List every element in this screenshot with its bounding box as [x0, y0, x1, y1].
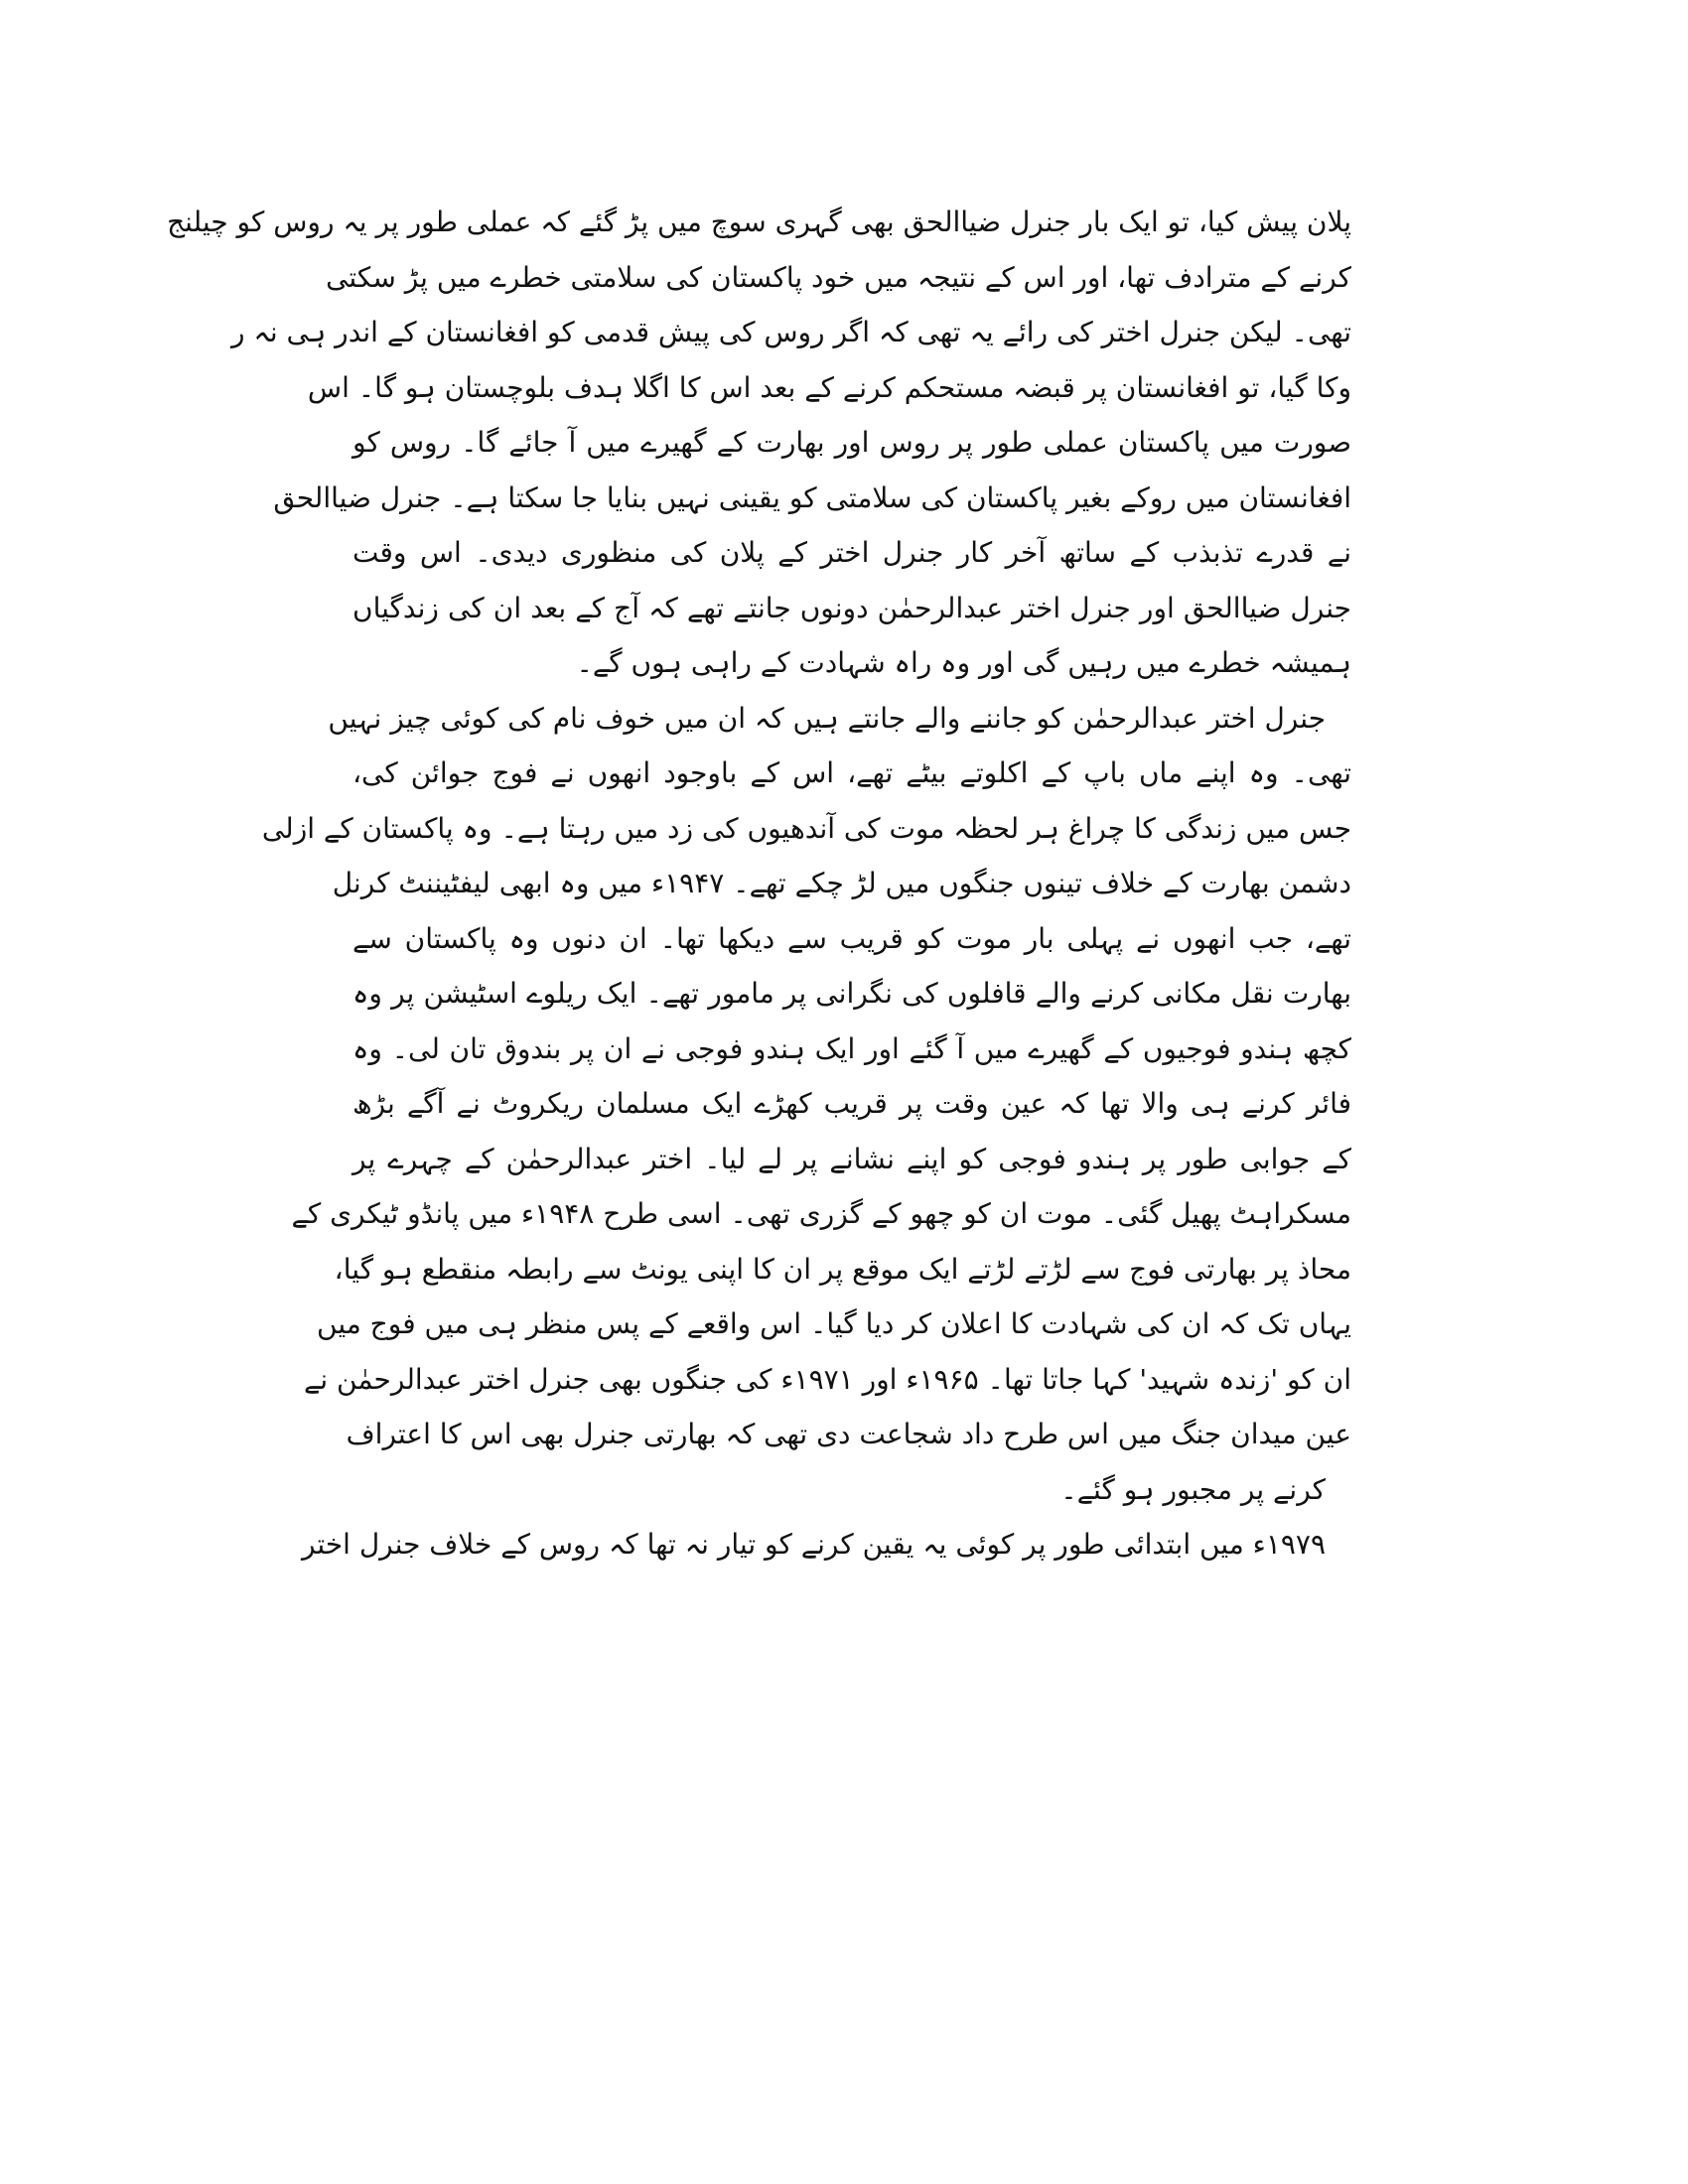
- text-line: کرنے کے مترادف تھا، اور اس کے نتیجہ میں خود پاکستان کی سلامتی خطرے میں پڑ سکتی: [326, 260, 1351, 294]
- text-line: جنرل ضیاالحق اور جنرل اختر عبدالرحمٰن دونوں جانتے تھے کہ آج کے بعد ان کی زندگیاں: [352, 591, 1351, 624]
- text-line: کچھ ہندو فوجیوں کے گھیرے میں آ گئے اور ایک ہندو فوجی نے ان پر بندوق تان لی۔ وہ: [352, 1031, 1351, 1065]
- text-line: یہاں تک کہ ان کی شہادت کا اعلان کر دیا گیا۔ اس واقعے کے پس منظر ہی میں فوج میں: [317, 1307, 1351, 1340]
- text-line: کے جوابی طور پر ہندو فوجی کو اپنے نشانے پر لے لیا۔ اختر عبدالرحمٰن کے چہرے پر: [352, 1142, 1351, 1175]
- text-line: تھے، جب انھوں نے پہلی بار موت کو قریب سے دیکھا تھا۔ ان دنوں وہ پاکستان سے: [352, 921, 1351, 955]
- text-line: ان کو 'زندہ شہید' کہا جاتا تھا۔ ۱۹۶۵ء اور ۱۹۷۱ء کی جنگوں بھی جنرل اختر عبدالرحمٰن نے: [303, 1362, 1351, 1396]
- text-line: فائر کرنے ہی والا تھا کہ عین وقت پر قریب کھڑے ایک مسلمان ریکروٹ نے آگے بڑھ: [352, 1087, 1351, 1120]
- text-line: جنرل اختر عبدالرحمٰن کو جاننے والے جانتے ہیں کہ ان میں خوف نام کی کوئی چیز نہیں: [328, 701, 1326, 735]
- text-line: وکا گیا، تو افغانستان پر قبضہ مستحکم کرنے کے بعد اس کا اگلا ہدف بلوچستان ہو گا۔ اس: [307, 370, 1351, 404]
- text-line: محاذ پر بھارتی فوج سے لڑتے لڑتے ایک موقع پر ان کا اپنی یونٹ سے رابطہ منقطع ہو گیا،: [334, 1252, 1351, 1286]
- text-line: صورت میں پاکستان عملی طور پر روس اور بھارت کے گھیرے میں آ جائے گا۔ روس کو: [352, 426, 1351, 459]
- text-line: بھارت نقل مکانی کرنے والے قافلوں کی نگرانی پر مامور تھے۔ ایک ریلوے اسٹیشن پر وہ: [352, 977, 1351, 1010]
- text-line: تھی۔ وہ اپنے ماں باپ کے اکلوتے بیٹے تھے، اس کے باوجود انھوں نے فوج جوائن کی،: [352, 756, 1351, 789]
- text-line: دشمن بھارت کے خلاف تینوں جنگوں میں لڑ چکے تھے۔ ۱۹۴۷ء میں وہ ابھی لیفٹیننٹ کرنل: [332, 867, 1351, 899]
- text-line: مسکراہٹ پھیل گئی۔ موت ان کو چھو کے گزری تھی۔ اسی طرح ۱۹۴۸ء میں پانڈو ٹیکری کے: [291, 1197, 1351, 1230]
- text-line: کرنے پر مجبور ہو گئے۔: [1060, 1472, 1326, 1506]
- text-line: ۱۹۷۹ء میں ابتدائی طور پر کوئی یہ یقین کرنے کو تیار نہ تھا کہ روس کے خلاف جنرل اختر: [301, 1528, 1326, 1561]
- text-line: افغانستان میں روکے بغیر پاکستان کی سلامتی کو یقینی نہیں بنایا جا سکتا ہے۔ جنرل ضیاالحق: [273, 480, 1351, 514]
- text-line: نے قدرے تذبذب کے ساتھ آخر کار جنرل اختر کے پلان کی منظوری دیدی۔ اس وقت: [352, 536, 1351, 569]
- text-line: ہمیشہ خطرے میں رہیں گی اور وہ راہ شہادت کے راہی ہوں گے۔: [576, 646, 1351, 679]
- urdu-text-body: [167, 195, 1351, 1572]
- text-line: تھی۔ لیکن جنرل اختر کی رائے یہ تھی کہ اگر روس کی پیش قدمی کو افغانستان کے اندر ہی نہ ر: [231, 316, 1351, 348]
- text-line: عین میدان جنگ میں اس طرح داد شجاعت دی تھی کہ بھارتی جنرل بھی اس کا اعتراف: [346, 1418, 1351, 1450]
- text-line: پلان پیش کیا، تو ایک بار جنرل ضیاالحق بھی گہری سوچ میں پڑ گئے کہ عملی طور پر یہ روس کو چیلنج: [167, 205, 1351, 238]
- text-line: جس میں زندگی کا چراغ ہر لحظہ موت کی آندھیوں کی زد میں رہتا ہے۔ وہ پاکستان کے ازلی: [261, 811, 1351, 845]
